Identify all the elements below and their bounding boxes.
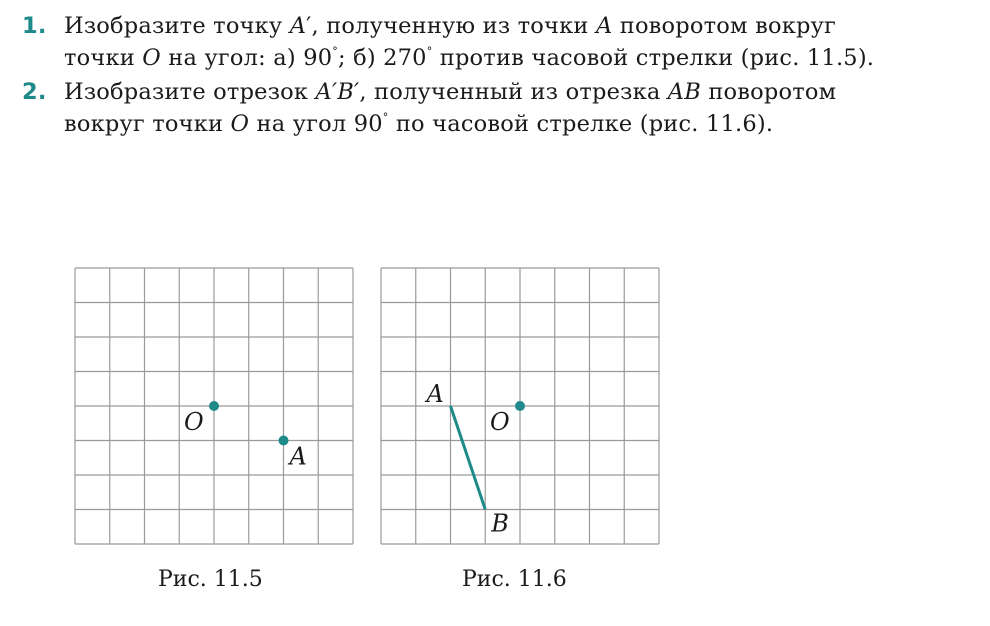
point-o xyxy=(515,401,525,411)
figure-caption-11-6: Рис. 11.6 xyxy=(462,567,567,592)
degree-sign: ° xyxy=(426,45,433,58)
point-label: A xyxy=(426,380,444,408)
text-run: точки xyxy=(64,45,143,71)
point-a xyxy=(279,436,289,446)
text-run: поворотом xyxy=(700,79,837,105)
degree-sign: ° xyxy=(382,111,389,124)
math-variable: O xyxy=(142,45,161,71)
text-run: , полученную из точки xyxy=(311,13,596,39)
text-run: ′ xyxy=(306,13,312,39)
text-run: поворотом вокруг xyxy=(612,13,837,39)
text-run: вокруг точки xyxy=(64,111,231,137)
figure-11-5 xyxy=(75,268,353,544)
point-label: B xyxy=(491,509,509,538)
task-number: 2. xyxy=(22,79,47,105)
point-label: O xyxy=(490,408,510,436)
text-run: Изобразите точку xyxy=(64,13,290,39)
math-variable: A xyxy=(595,13,613,39)
text-run: , полученный из отрезка xyxy=(359,79,668,105)
text-run: ; б) 270 xyxy=(337,45,427,71)
figure-caption-11-5: Рис. 11.5 xyxy=(158,567,263,592)
math-variable: AB xyxy=(667,79,701,105)
degree-sign: ° xyxy=(332,45,338,58)
text-run: по часовой стрелке (рис. 11.6). xyxy=(388,111,774,137)
segment-ab xyxy=(451,406,486,510)
text-run: против часовой стрелки (рис. 11.5). xyxy=(432,45,875,71)
point-label: A xyxy=(289,442,307,471)
task-number: 1. xyxy=(22,13,47,39)
math-variable: A′B′ xyxy=(315,79,360,105)
point-o xyxy=(209,401,219,411)
point-label: O xyxy=(184,408,204,436)
math-variable: A xyxy=(289,13,307,39)
math-variable: O xyxy=(230,111,250,137)
text-run: на угол: а) 90 xyxy=(160,45,333,71)
figure-11-6 xyxy=(381,268,659,544)
text-run: на угол 90 xyxy=(249,111,383,137)
text-run: Изобразите отрезок xyxy=(64,79,316,105)
